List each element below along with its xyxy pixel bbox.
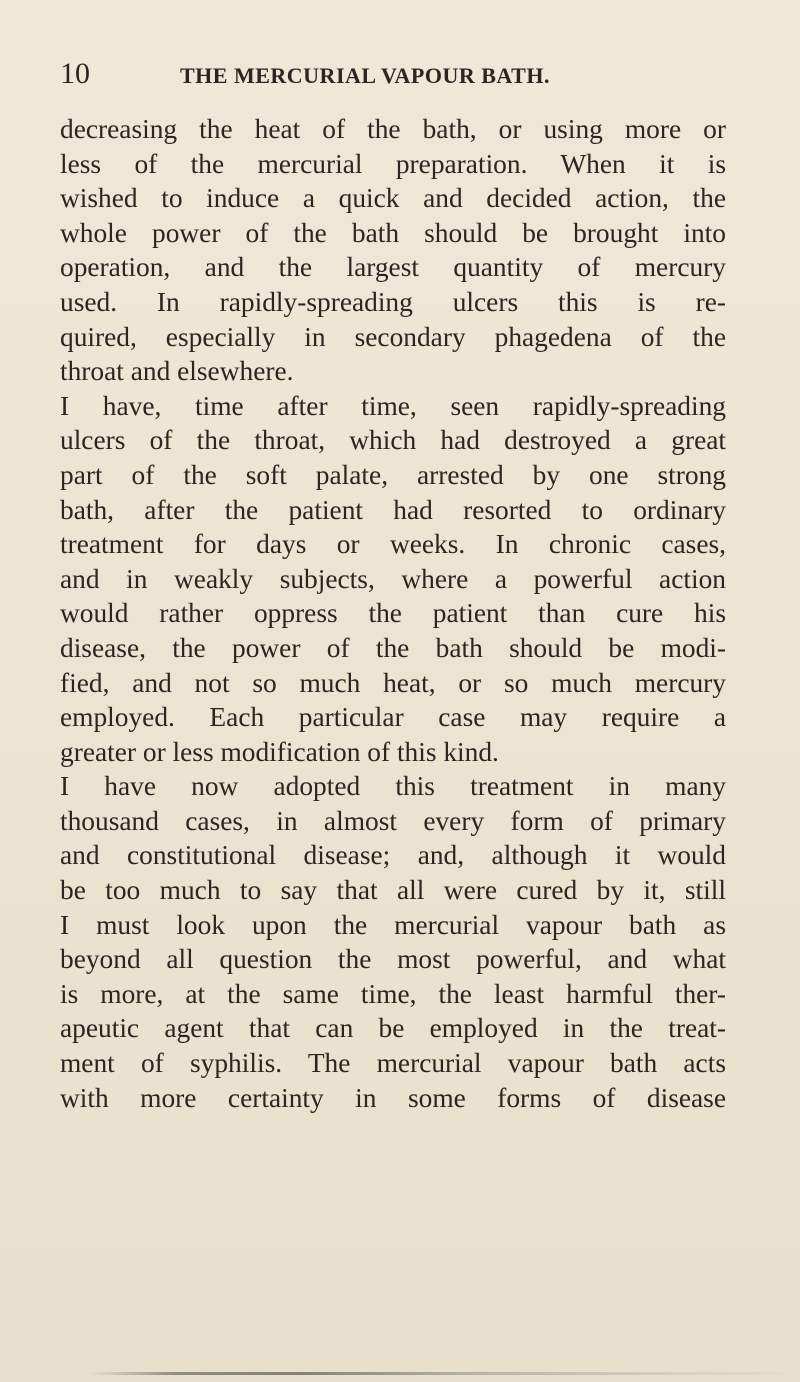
text-line: decreasing the heat of the bath, or using more or bbox=[60, 114, 726, 144]
text-line: apeutic agent that can be employed in the treat- bbox=[60, 1013, 726, 1044]
text-line: part of the soft palate, arrested by one strong bbox=[60, 459, 726, 490]
text-line: employed. Each particular case may require a bbox=[60, 702, 726, 733]
text-line: be too much to say that all were cured by it, still bbox=[60, 875, 726, 906]
text-line: ment of syphilis. The mercurial vapour bath acts bbox=[60, 1048, 726, 1079]
text-line: bath, after the patient had resorted to ordinary bbox=[60, 494, 726, 525]
text-line: treatment for days or weeks. In chronic cases, bbox=[60, 529, 726, 560]
text-line: thousand cases, in almost every form of primary bbox=[60, 805, 726, 836]
text-line: throat and elsewhere. bbox=[60, 356, 294, 387]
text-line: quired, especially in secondary phagedena of the bbox=[60, 321, 726, 352]
text-line: with more certainty in some forms of disease bbox=[60, 1082, 726, 1113]
page-edge-rule bbox=[90, 1372, 800, 1375]
page-number: 10 bbox=[60, 57, 90, 90]
text-line: would rather oppress the patient than cure his bbox=[60, 598, 726, 629]
text-line: and constitutional disease; and, although it would bbox=[60, 840, 726, 871]
text-line: fied, and not so much heat, or so much mercury bbox=[60, 667, 726, 698]
text-line: wished to induce a quick and decided action, the bbox=[60, 183, 726, 214]
body-text bbox=[60, 112, 726, 1115]
text-line: is more, at the same time, the least harmful ther- bbox=[60, 978, 726, 1009]
text-line: ulcers of the throat, which had destroyed a great bbox=[60, 425, 726, 456]
running-head: THE MERCURIAL VAPOUR BATH. bbox=[180, 63, 550, 88]
text-line: whole power of the bath should be brought into bbox=[60, 217, 726, 248]
text-line: less of the mercurial preparation. When it is bbox=[60, 148, 726, 179]
text-line: I have, time after time, seen rapidly-spreading bbox=[60, 390, 726, 421]
text-line: beyond all question the most powerful, and what bbox=[60, 944, 726, 975]
page-header bbox=[60, 54, 730, 94]
text-line: and in weakly subjects, where a powerful action bbox=[60, 563, 726, 594]
text-line: I must look upon the mercurial vapour bath as bbox=[60, 909, 726, 940]
text-line: disease, the power of the bath should be modi- bbox=[60, 632, 726, 663]
text-line: operation, and the largest quantity of mercury bbox=[60, 252, 726, 283]
text-line: greater or less modification of this kind. bbox=[60, 736, 499, 767]
text-line: used. In rapidly-spreading ulcers this is re- bbox=[60, 286, 726, 317]
text-line: I have now adopted this treatment in many bbox=[60, 771, 726, 802]
